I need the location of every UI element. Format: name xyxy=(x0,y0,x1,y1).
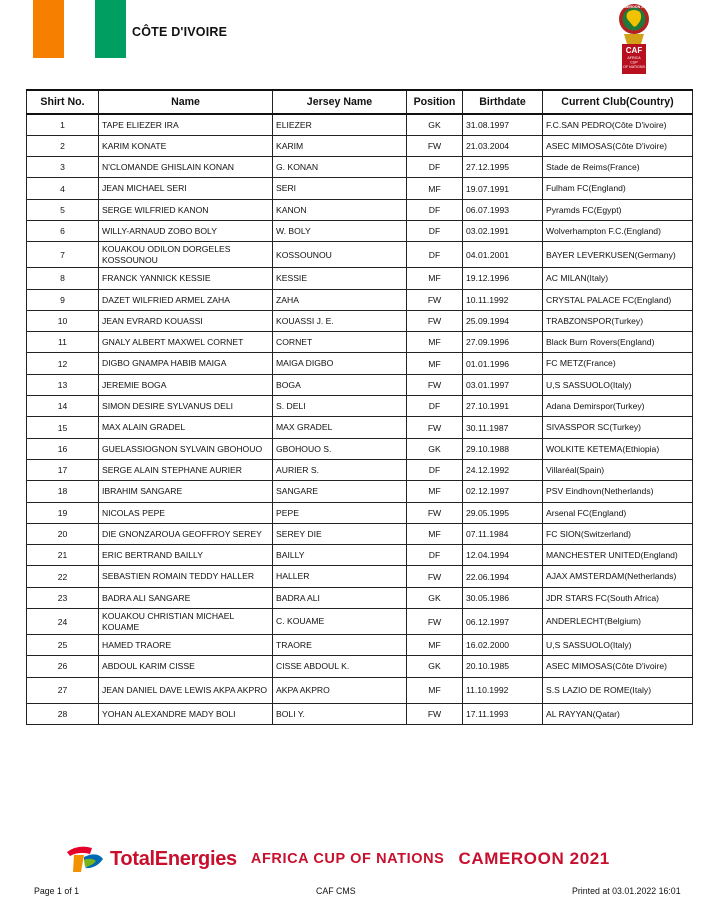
cell-jersey-name: BAILLY xyxy=(273,545,407,566)
cell-shirt-no: 2 xyxy=(27,135,99,156)
cell-shirt-no: 11 xyxy=(27,332,99,353)
cell-name: KOUAKOU CHRISTIAN MICHAEL KOUAME xyxy=(99,609,273,635)
cell-club: BAYER LEVERKUSEN(Germany) xyxy=(543,242,693,268)
cell-club: ANDERLECHT(Belgium) xyxy=(543,609,693,635)
cell-shirt-no: 25 xyxy=(27,635,99,656)
cell-birthdate: 27.09.1996 xyxy=(463,332,543,353)
page-indicator: Page 1 of 1 xyxy=(34,886,79,896)
cell-birthdate: 27.10.1991 xyxy=(463,396,543,417)
cell-position: MF xyxy=(407,481,463,502)
cell-jersey-name: MAIGA DIGBO xyxy=(273,353,407,374)
flag-orange-band xyxy=(33,0,64,58)
table-row xyxy=(27,114,693,135)
cell-jersey-name: KANON xyxy=(273,199,407,220)
table-row xyxy=(27,135,693,156)
table-row xyxy=(27,374,693,395)
cell-shirt-no: 1 xyxy=(27,114,99,135)
cell-name: JEAN MICHAEL SERI xyxy=(99,178,273,199)
cell-birthdate: 30.11.1987 xyxy=(463,417,543,438)
cell-position: MF xyxy=(407,635,463,656)
cell-birthdate: 07.11.1984 xyxy=(463,523,543,544)
cell-shirt-no: 19 xyxy=(27,502,99,523)
cell-name: SERGE WILFRIED KANON xyxy=(99,199,273,220)
cell-name: MAX ALAIN GRADEL xyxy=(99,417,273,438)
cell-club: MANCHESTER UNITED(England) xyxy=(543,545,693,566)
cell-jersey-name: C. KOUAME xyxy=(273,609,407,635)
tournament-name: AFRICA CUP OF NATIONS xyxy=(250,851,445,867)
cell-shirt-no: 8 xyxy=(27,268,99,289)
cell-position: FW xyxy=(407,289,463,310)
table-row xyxy=(27,220,693,241)
cell-jersey-name: BOLI Y. xyxy=(273,703,407,724)
cell-birthdate: 16.02.2000 xyxy=(463,635,543,656)
cell-club: AC MILAN(Italy) xyxy=(543,268,693,289)
cell-shirt-no: 17 xyxy=(27,459,99,480)
cell-name: IBRAHIM SANGARE xyxy=(99,481,273,502)
cell-name: GNALY ALBERT MAXWEL CORNET xyxy=(99,332,273,353)
cell-position: MF xyxy=(407,178,463,199)
cell-position: FW xyxy=(407,703,463,724)
col-header-club: Current Club(Country) xyxy=(543,90,693,114)
cell-jersey-name: HALLER xyxy=(273,566,407,587)
system-label: CAF CMS xyxy=(316,886,356,896)
cell-position: FW xyxy=(407,135,463,156)
cell-position: MF xyxy=(407,353,463,374)
cell-club: ASEC MIMOSAS(Côte D'ivoire) xyxy=(543,656,693,677)
table-row xyxy=(27,438,693,459)
cell-birthdate: 12.04.1994 xyxy=(463,545,543,566)
cell-name: SEBASTIEN ROMAIN TEDDY HALLER xyxy=(99,566,273,587)
cell-birthdate: 21.03.2004 xyxy=(463,135,543,156)
table-row xyxy=(27,310,693,331)
table-body xyxy=(27,114,693,724)
cell-position: DF xyxy=(407,459,463,480)
cell-birthdate: 02.12.1997 xyxy=(463,481,543,502)
caf-afcon-trophy-logo xyxy=(600,2,668,76)
cell-name: DAZET WILFRIED ARMEL ZAHA xyxy=(99,289,273,310)
cell-club: Pyramds FC(Egypt) xyxy=(543,199,693,220)
cell-position: DF xyxy=(407,545,463,566)
col-header-shirt-no: Shirt No. xyxy=(27,90,99,114)
cell-shirt-no: 22 xyxy=(27,566,99,587)
cell-birthdate: 19.12.1996 xyxy=(463,268,543,289)
cell-position: GK xyxy=(407,656,463,677)
cell-name: TAPE ELIEZER IRA xyxy=(99,114,273,135)
table-row xyxy=(27,396,693,417)
cell-position: FW xyxy=(407,374,463,395)
cell-birthdate: 24.12.1992 xyxy=(463,459,543,480)
table-row xyxy=(27,268,693,289)
cell-birthdate: 01.01.1996 xyxy=(463,353,543,374)
col-header-jersey-name: Jersey Name xyxy=(273,90,407,114)
cell-club: Villaréal(Spain) xyxy=(543,459,693,480)
cell-club: F.C.SAN PEDRO(Côte D'ivoire) xyxy=(543,114,693,135)
cell-position: FW xyxy=(407,566,463,587)
cell-club: Stade de Reims(France) xyxy=(543,157,693,178)
sponsor-banner xyxy=(64,842,664,876)
cell-shirt-no: 14 xyxy=(27,396,99,417)
cell-jersey-name: W. BOLY xyxy=(273,220,407,241)
cell-jersey-name: AKPA AKPRO xyxy=(273,677,407,703)
country-title: CÔTE D'IVOIRE xyxy=(132,25,228,39)
totalenergies-logo-icon xyxy=(64,843,106,875)
cell-shirt-no: 24 xyxy=(27,609,99,635)
cell-shirt-no: 20 xyxy=(27,523,99,544)
cell-club: AL RAYYAN(Qatar) xyxy=(543,703,693,724)
cell-birthdate: 06.07.1993 xyxy=(463,199,543,220)
cell-shirt-no: 12 xyxy=(27,353,99,374)
logo-sub1-text: AFRICA xyxy=(627,56,641,60)
cell-jersey-name: BADRA ALI xyxy=(273,587,407,608)
logo-top-text: CAMEROON 2021 xyxy=(618,5,650,9)
cell-position: GK xyxy=(407,114,463,135)
table-row xyxy=(27,199,693,220)
cell-name: ERIC BERTRAND BAILLY xyxy=(99,545,273,566)
table-row xyxy=(27,289,693,310)
cell-name: JEAN DANIEL DAVE LEWIS AKPA AKPRO xyxy=(99,677,273,703)
cell-birthdate: 29.05.1995 xyxy=(463,502,543,523)
cell-club: CRYSTAL PALACE FC(England) xyxy=(543,289,693,310)
cell-shirt-no: 21 xyxy=(27,545,99,566)
cell-name: GUELASSIOGNON SYLVAIN GBOHOUO xyxy=(99,438,273,459)
logo-sub2-text: CUP xyxy=(630,60,638,65)
cell-club: AJAX AMSTERDAM(Netherlands) xyxy=(543,566,693,587)
cell-name: N'CLOMANDE GHISLAIN KONAN xyxy=(99,157,273,178)
cell-birthdate: 22.06.1994 xyxy=(463,566,543,587)
table-row xyxy=(27,587,693,608)
table-row xyxy=(27,332,693,353)
cell-shirt-no: 5 xyxy=(27,199,99,220)
cell-shirt-no: 28 xyxy=(27,703,99,724)
col-header-birthdate: Birthdate xyxy=(463,90,543,114)
cell-position: GK xyxy=(407,587,463,608)
cell-jersey-name: CORNET xyxy=(273,332,407,353)
table-row xyxy=(27,609,693,635)
table-row xyxy=(27,523,693,544)
cell-position: MF xyxy=(407,268,463,289)
cell-club: JDR STARS FC(South Africa) xyxy=(543,587,693,608)
cell-jersey-name: CISSE ABDOUL K. xyxy=(273,656,407,677)
col-header-name: Name xyxy=(99,90,273,114)
cell-name: KOUAKOU ODILON DORGELES KOSSOUNOU xyxy=(99,242,273,268)
cell-name: ABDOUL KARIM CISSE xyxy=(99,656,273,677)
flag-green-band xyxy=(95,0,126,58)
cell-jersey-name: ZAHA xyxy=(273,289,407,310)
cell-shirt-no: 3 xyxy=(27,157,99,178)
cell-club: TRABZONSPOR(Turkey) xyxy=(543,310,693,331)
cell-birthdate: 19.07.1991 xyxy=(463,178,543,199)
cell-position: DF xyxy=(407,199,463,220)
cell-shirt-no: 9 xyxy=(27,289,99,310)
cell-name: SERGE ALAIN STEPHANE AURIER xyxy=(99,459,273,480)
cell-club: Arsenal FC(England) xyxy=(543,502,693,523)
cell-club: S.S LAZIO DE ROME(Italy) xyxy=(543,677,693,703)
cell-name: BADRA ALI SANGARE xyxy=(99,587,273,608)
table-row xyxy=(27,481,693,502)
cell-position: DF xyxy=(407,220,463,241)
squad-table xyxy=(26,89,693,725)
cell-jersey-name: GBOHOUO S. xyxy=(273,438,407,459)
ivory-coast-flag xyxy=(33,0,126,58)
cell-jersey-name: KOSSOUNOU xyxy=(273,242,407,268)
cell-birthdate: 17.11.1993 xyxy=(463,703,543,724)
cell-club: WOLKITE KETEMA(Ethiopia) xyxy=(543,438,693,459)
cell-birthdate: 20.10.1985 xyxy=(463,656,543,677)
table-row xyxy=(27,635,693,656)
cell-birthdate: 31.08.1997 xyxy=(463,114,543,135)
cell-shirt-no: 10 xyxy=(27,310,99,331)
cell-name: WILLY-ARNAUD ZOBO BOLY xyxy=(99,220,273,241)
sponsor-brand-text: TotalEnergies xyxy=(110,847,237,870)
cell-name: YOHAN ALEXANDRE MADY BOLI xyxy=(99,703,273,724)
cell-club: FC SION(Switzerland) xyxy=(543,523,693,544)
cell-club: Fulham FC(England) xyxy=(543,178,693,199)
cell-name: HAMED TRAORE xyxy=(99,635,273,656)
cell-birthdate: 29.10.1988 xyxy=(463,438,543,459)
cell-club: FC METZ(France) xyxy=(543,353,693,374)
table-row xyxy=(27,656,693,677)
cell-jersey-name: MAX GRADEL xyxy=(273,417,407,438)
cell-name: DIGBO GNAMPA HABIB MAIGA xyxy=(99,353,273,374)
cell-shirt-no: 18 xyxy=(27,481,99,502)
cell-jersey-name: G. KONAN xyxy=(273,157,407,178)
cell-name: JEAN EVRARD KOUASSI xyxy=(99,310,273,331)
table-row xyxy=(27,353,693,374)
cell-birthdate: 25.09.1994 xyxy=(463,310,543,331)
cell-jersey-name: AURIER S. xyxy=(273,459,407,480)
cell-position: FW xyxy=(407,417,463,438)
cell-jersey-name: KARIM xyxy=(273,135,407,156)
table-row xyxy=(27,157,693,178)
table-row xyxy=(27,242,693,268)
table-header-row xyxy=(27,90,693,114)
cell-club: PSV Eindhovn(Netherlands) xyxy=(543,481,693,502)
table-row xyxy=(27,502,693,523)
cell-name: SIMON DESIRE SYLVANUS DELI xyxy=(99,396,273,417)
table-row xyxy=(27,178,693,199)
cell-shirt-no: 6 xyxy=(27,220,99,241)
table-row xyxy=(27,459,693,480)
cell-birthdate: 27.12.1995 xyxy=(463,157,543,178)
cell-jersey-name: SEREY DIE xyxy=(273,523,407,544)
cell-shirt-no: 16 xyxy=(27,438,99,459)
cell-shirt-no: 27 xyxy=(27,677,99,703)
cell-position: FW xyxy=(407,502,463,523)
cell-jersey-name: SERI xyxy=(273,178,407,199)
table-row xyxy=(27,417,693,438)
cell-name: KARIM KONATE xyxy=(99,135,273,156)
tournament-edition: CAMEROON 2021 xyxy=(458,849,610,868)
logo-sub3-text: OF NATIONS xyxy=(623,65,645,69)
cell-club: ASEC MIMOSAS(Côte D'ivoire) xyxy=(543,135,693,156)
cell-jersey-name: KOUASSI J. E. xyxy=(273,310,407,331)
cell-name: JEREMIE BOGA xyxy=(99,374,273,395)
cell-birthdate: 06.12.1997 xyxy=(463,609,543,635)
cell-jersey-name: S. DELI xyxy=(273,396,407,417)
cell-name: FRANCK YANNICK KESSIE xyxy=(99,268,273,289)
cell-birthdate: 04.01.2001 xyxy=(463,242,543,268)
cell-birthdate: 10.11.1992 xyxy=(463,289,543,310)
cell-position: FW xyxy=(407,609,463,635)
cell-position: FW xyxy=(407,310,463,331)
printed-timestamp: Printed at 03.01.2022 16:01 xyxy=(572,886,681,896)
cell-name: DIE GNONZAROUA GEOFFROY SEREY xyxy=(99,523,273,544)
cell-club: Wolverhampton F.C.(England) xyxy=(543,220,693,241)
cell-birthdate: 11.10.1992 xyxy=(463,677,543,703)
cell-club: Adana Demirspor(Turkey) xyxy=(543,396,693,417)
cell-club: Black Burn Rovers(England) xyxy=(543,332,693,353)
cell-shirt-no: 13 xyxy=(27,374,99,395)
cell-position: DF xyxy=(407,157,463,178)
cell-jersey-name: BOGA xyxy=(273,374,407,395)
cell-jersey-name: TRAORE xyxy=(273,635,407,656)
cell-shirt-no: 7 xyxy=(27,242,99,268)
logo-brand-text: CAF xyxy=(625,46,643,55)
cell-jersey-name: KESSIE xyxy=(273,268,407,289)
col-header-position: Position xyxy=(407,90,463,114)
cell-position: DF xyxy=(407,242,463,268)
table-row xyxy=(27,703,693,724)
cell-jersey-name: SANGARE xyxy=(273,481,407,502)
cell-shirt-no: 26 xyxy=(27,656,99,677)
flag-white-band xyxy=(64,0,95,58)
cell-position: MF xyxy=(407,523,463,544)
cell-shirt-no: 15 xyxy=(27,417,99,438)
cell-club: U,S SASSUOLO(Italy) xyxy=(543,374,693,395)
cell-shirt-no: 4 xyxy=(27,178,99,199)
cell-club: SIVASSPOR SC(Turkey) xyxy=(543,417,693,438)
cell-position: GK xyxy=(407,438,463,459)
cell-birthdate: 03.02.1991 xyxy=(463,220,543,241)
cell-jersey-name: PEPE xyxy=(273,502,407,523)
table-row xyxy=(27,677,693,703)
table-row xyxy=(27,545,693,566)
cell-name: NICOLAS PEPE xyxy=(99,502,273,523)
cell-shirt-no: 23 xyxy=(27,587,99,608)
table-row xyxy=(27,566,693,587)
cell-birthdate: 30.05.1986 xyxy=(463,587,543,608)
cell-jersey-name: ELIEZER xyxy=(273,114,407,135)
cell-position: MF xyxy=(407,332,463,353)
cell-position: MF xyxy=(407,677,463,703)
cell-club: U,S SASSUOLO(Italy) xyxy=(543,635,693,656)
cell-birthdate: 03.01.1997 xyxy=(463,374,543,395)
cell-position: DF xyxy=(407,396,463,417)
